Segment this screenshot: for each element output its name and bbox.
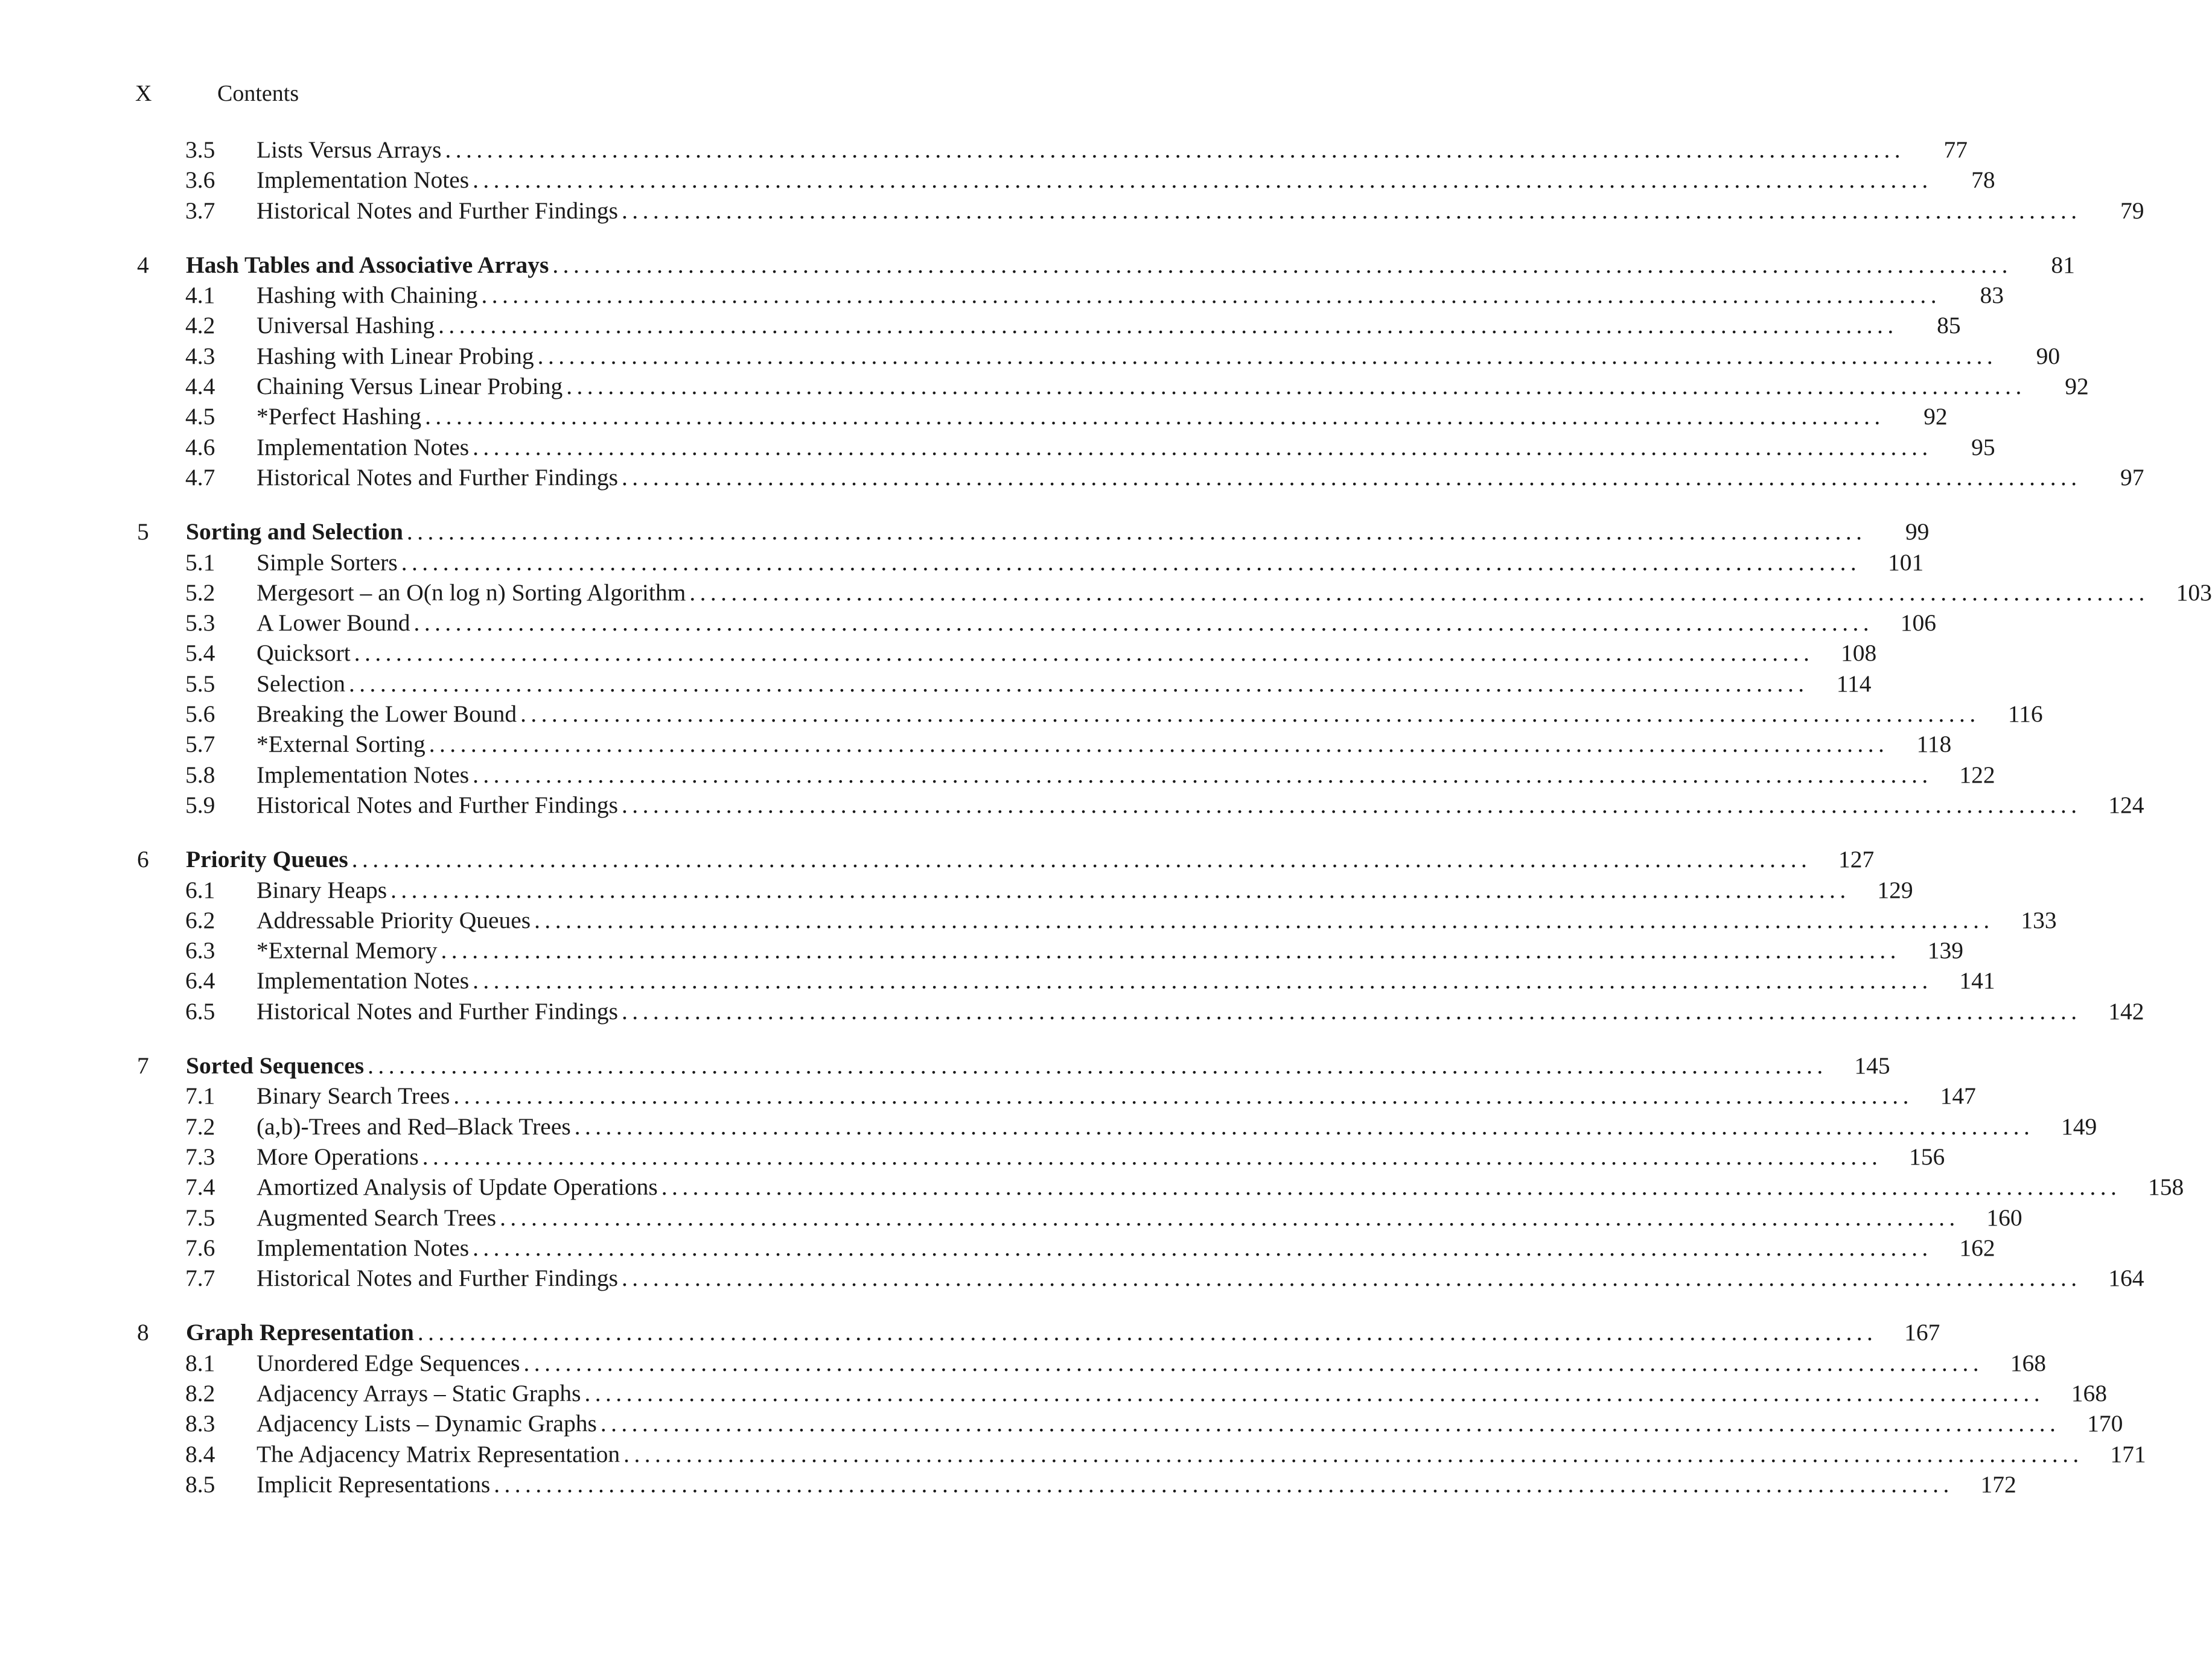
section-number: 8.2 [185,1379,215,1406]
section-title: Amortized Analysis of Update Operations [257,1174,658,1201]
page-reference: 127 [1838,846,1875,873]
toc-entry [257,638,1877,668]
chapter-title: Hash Tables and Associative Arrays [186,251,549,278]
page-reference: 158 [2148,1174,2184,1201]
page-reference: 141 [1959,967,1995,994]
chapter-number: 6 [137,846,149,873]
chapter-number: 4 [137,251,149,278]
toc-entry [186,516,1930,547]
section-title: Implementation Notes [257,167,470,194]
toc-section-row[interactable] [0,699,2043,729]
section-title: Selection [257,670,345,697]
page-reference: 77 [1943,136,1968,163]
section-title: Universal Hashing [257,312,435,339]
section-title: Implementation Notes [257,1234,470,1261]
section-number: 5.3 [185,609,215,637]
toc-entry [257,1203,2022,1233]
section-number: 7.6 [185,1234,215,1261]
dot-leader: ............................................................................................................................................ [494,1470,1954,1498]
section-title: Implementation Notes [257,433,470,460]
section-title: Historical Notes and Further Findings [257,791,619,818]
dot-leader: ............................................................................................................................................ [368,1052,1828,1079]
toc-section-row[interactable] [0,547,1924,577]
toc-entry [257,1081,1976,1111]
section-number: 7.3 [185,1143,215,1170]
toc-entry [257,1172,2184,1202]
toc-section-row[interactable] [0,965,1995,996]
toc-section-row[interactable] [0,165,1995,195]
page-reference: 81 [2051,251,2075,278]
page-reference: 90 [2036,342,2061,369]
toc-entry [257,996,2144,1026]
toc-entry [186,1317,1940,1347]
page-reference: 133 [2021,906,2057,933]
toc-entry [257,1111,2097,1142]
toc-entry [257,965,1995,996]
page-reference: 106 [1900,609,1937,637]
chapter-title: Sorted Sequences [186,1052,365,1079]
dot-leader: ............................................................................................................................................ [584,1379,2044,1406]
dot-leader: ............................................................................................................................................ [689,579,2149,606]
dot-leader: ............................................................................................................................................ [500,1204,1960,1231]
page-reference: 139 [1927,937,1963,964]
toc-chapter-row[interactable] [0,250,2075,280]
toc-chapter-row[interactable] [0,844,1875,874]
section-title: Mergesort – an O(n log n) Sorting Algorithm [257,579,686,606]
toc-entry [257,432,1995,462]
toc-section-row[interactable] [0,1378,2107,1408]
toc-section-row[interactable] [0,760,1995,790]
toc-section-row[interactable] [0,996,2144,1026]
dot-leader: ............................................................................................................................................ [473,761,1933,788]
page-reference: 85 [1937,312,1961,339]
section-number: 3.5 [185,136,215,163]
section-number: 4.2 [185,312,215,339]
page-reference: 97 [2120,463,2144,491]
toc-entry [257,608,1937,638]
page-reference: 142 [2108,997,2144,1025]
toc-section-row[interactable] [0,790,2144,820]
page-reference: 92 [1924,403,1948,430]
page-reference: 168 [2010,1349,2047,1376]
toc-entry [257,1263,2144,1293]
chapter-number: 7 [137,1052,149,1079]
toc-entry [186,1050,1890,1081]
section-number: 3.7 [185,197,215,224]
toc-entry [257,729,1952,759]
toc-entry [257,760,1995,790]
toc-section-row[interactable] [0,432,1995,462]
toc-entry [257,790,2144,820]
toc-entry [257,1233,1995,1263]
chapter-title: Graph Representation [186,1319,414,1346]
toc-entry [257,1378,2107,1408]
toc-section-row[interactable] [0,310,1961,340]
dot-leader: ............................................................................................................................................ [520,701,1980,728]
section-title: Implementation Notes [257,761,470,788]
section-number: 8.5 [185,1470,215,1498]
toc-entry [257,1348,2047,1378]
section-title: Breaking the Lower Bound [257,701,517,728]
section-number: 4.4 [185,373,215,400]
section-title: Adjacency Arrays – Static Graphs [257,1379,581,1406]
section-title: (a,b)-Trees and Red–Black Trees [257,1113,571,1140]
section-number: 4.7 [185,463,215,491]
page-reference: 164 [2108,1265,2144,1292]
page-number: X [135,81,152,106]
page-reference: 92 [2065,373,2089,400]
toc-section-row[interactable] [0,638,1877,668]
dot-leader: ............................................................................................................................................ [473,433,1933,460]
dot-leader: ............................................................................................................................................ [390,876,1850,903]
page-reference: 122 [1959,761,1995,788]
dot-leader: ............................................................................................................................................ [349,670,1809,697]
dot-leader: ............................................................................................................................................ [429,731,1889,758]
toc-section-row[interactable] [0,195,2144,226]
dot-leader: ............................................................................................................................................ [622,1265,2082,1292]
toc-section-row[interactable] [0,280,2004,310]
page-reference: 145 [1854,1052,1890,1079]
toc-section-row[interactable] [0,1233,1995,1263]
toc-section-row[interactable] [0,1172,2184,1202]
toc-section-row[interactable] [0,875,1913,905]
toc-entry [257,341,2061,371]
toc-section-row[interactable] [0,1263,2144,1293]
toc-entry [257,699,2043,729]
section-title: Augmented Search Trees [257,1204,497,1231]
section-title: Historical Notes and Further Findings [257,197,619,224]
section-number: 5.5 [185,670,215,697]
dot-leader: ............................................................................................................................................ [354,640,1814,667]
section-title: *External Memory [257,937,438,964]
toc-section-row[interactable] [0,462,2144,492]
toc-section-row[interactable] [0,1408,2123,1438]
section-number: 4.6 [185,433,215,460]
section-number: 5.8 [185,761,215,788]
section-title: Lists Versus Arrays [257,136,442,163]
toc-chapter-row[interactable] [0,516,1930,547]
table-of-contents [0,135,2212,1499]
section-title: Chaining Versus Linear Probing [257,373,563,400]
section-title: A Lower Bound [257,609,410,637]
toc-entry [257,195,2144,226]
dot-leader: ............................................................................................................................................ [622,463,2082,491]
dot-leader: ............................................................................................................................................ [453,1082,1913,1110]
section-number: 7.5 [185,1204,215,1231]
page-reference: 83 [1980,282,2004,309]
chapter-number: 8 [137,1319,149,1346]
toc-entry [257,280,2004,310]
section-number: 7.4 [185,1174,215,1201]
page-reference: 156 [1909,1143,1945,1170]
dot-leader: ............................................................................................................................................ [566,373,2026,400]
dot-leader: ............................................................................................................................................ [523,1349,1984,1376]
section-title: Adjacency Lists – Dynamic Graphs [257,1410,597,1437]
dot-leader: ............................................................................................................................................ [552,251,2012,278]
dot-leader: ............................................................................................................................................ [417,1319,1878,1346]
toc-section-row[interactable] [0,341,2061,371]
page-reference: 95 [1971,433,1995,460]
dot-leader: ............................................................................................................................................ [537,342,1998,369]
dot-leader: ............................................................................................................................................ [623,1440,2083,1467]
toc-entry [257,165,1995,195]
section-title: Addressable Priority Queues [257,906,531,933]
toc-chapter-row[interactable] [0,1050,1890,1081]
page-reference: 160 [1986,1204,2022,1231]
section-number: 6.2 [185,906,215,933]
toc-section-row[interactable] [0,905,2057,935]
dot-leader: ............................................................................................................................................ [600,1410,2061,1437]
running-title: Contents [217,81,299,106]
toc-entry [257,1439,2146,1469]
toc-entry [257,310,1961,340]
toc-section-row[interactable] [0,935,1963,965]
toc-section-row[interactable] [0,1439,2146,1469]
toc-section-row[interactable] [0,729,1952,759]
dot-leader: ............................................................................................................................................ [473,967,1933,994]
toc-section-row[interactable] [0,371,2089,401]
dot-leader: ............................................................................................................................................ [622,791,2082,818]
section-title: *Perfect Hashing [257,403,422,430]
toc-entry [257,1142,1945,1172]
section-number: 6.4 [185,967,215,994]
toc-entry [257,371,2089,401]
toc-entry [257,547,1924,577]
page-reference: 118 [1916,731,1952,758]
dot-leader: ............................................................................................................................................ [622,997,2082,1025]
section-title: Unordered Edge Sequences [257,1349,520,1376]
dot-leader: ............................................................................................................................................ [351,846,1812,873]
page-reference: 168 [2071,1379,2107,1406]
page-reference: 103 [2176,579,2212,606]
section-number: 5.9 [185,791,215,818]
section-number: 5.2 [185,579,215,606]
page-reference: 79 [2120,197,2144,224]
section-number: 8.4 [185,1440,215,1467]
dot-leader: ............................................................................................................................................ [473,167,1933,194]
section-title: Implicit Representations [257,1470,491,1498]
toc-entry [257,1408,2123,1438]
chapter-title: Sorting and Selection [186,518,403,545]
toc-entry [257,577,2212,608]
dot-leader: ............................................................................................................................................ [438,312,1898,339]
chapter-title: Priority Queues [186,846,348,873]
toc-section-row[interactable] [0,577,2212,608]
dot-leader: ............................................................................................................................................ [574,1113,2035,1140]
page-reference: 149 [2061,1113,2097,1140]
page-reference: 101 [1887,548,1924,576]
toc-entry [257,905,2057,935]
section-number: 3.6 [185,167,215,194]
page-reference: 124 [2108,791,2144,818]
section-title: Implementation Notes [257,967,470,994]
toc-section-row[interactable] [0,608,1937,638]
toc-chapter-row[interactable] [0,1317,1940,1347]
section-number: 7.1 [185,1082,215,1110]
section-number: 6.1 [185,876,215,903]
section-title: Hashing with Chaining [257,282,478,309]
section-title: The Adjacency Matrix Representation [257,1440,620,1467]
section-number: 5.7 [185,731,215,758]
page-reference: 171 [2110,1440,2146,1467]
section-title: Historical Notes and Further Findings [257,1265,619,1292]
section-title: Historical Notes and Further Findings [257,463,619,491]
dot-leader: ............................................................................................................................................ [425,403,1885,430]
dot-leader: ............................................................................................................................................ [401,548,1861,576]
dot-leader: ............................................................................................................................................ [481,282,1941,309]
section-number: 7.7 [185,1265,215,1292]
page-reference: 170 [2087,1410,2123,1437]
section-title: Binary Search Trees [257,1082,450,1110]
toc-section-row[interactable] [0,1348,2047,1378]
page-reference: 172 [1980,1470,2016,1498]
running-head [135,80,299,107]
dot-leader: ............................................................................................................................................ [441,937,1901,964]
section-number: 7.2 [185,1113,215,1140]
dot-leader: ............................................................................................................................................ [473,1234,1933,1261]
toc-section-row[interactable] [0,1469,2016,1499]
toc-entry [257,135,1968,165]
page-reference: 108 [1841,640,1877,667]
toc-section-row[interactable] [0,1111,2097,1142]
toc-entry [186,844,1875,874]
dot-leader: ............................................................................................................................................ [406,518,1867,545]
page-reference: 116 [2007,701,2043,728]
page-reference: 167 [1904,1319,1940,1346]
page-reference: 162 [1959,1234,1995,1261]
dot-leader: ............................................................................................................................................ [445,136,1905,163]
toc-section-row[interactable] [0,401,1948,431]
toc-section-row[interactable] [0,669,1872,699]
page-reference: 129 [1877,876,1913,903]
section-title: Hashing with Linear Probing [257,342,534,369]
section-title: Quicksort [257,640,351,667]
chapter-number: 5 [137,518,149,545]
section-number: 4.3 [185,342,215,369]
section-title: More Operations [257,1143,419,1170]
toc-entry [257,669,1872,699]
page-reference: 114 [1836,670,1872,697]
dot-leader: ............................................................................................................................................ [413,609,1874,637]
toc-section-row[interactable] [0,135,1968,165]
dot-leader: ............................................................................................................................................ [422,1143,1882,1170]
section-number: 8.3 [185,1410,215,1437]
section-number: 5.4 [185,640,215,667]
page-reference: 99 [1905,518,1930,545]
toc-entry [257,401,1948,431]
section-title: Simple Sorters [257,548,398,576]
section-number: 8.1 [185,1349,215,1376]
section-number: 6.5 [185,997,215,1025]
toc-entry [257,462,2144,492]
dot-leader: ............................................................................................................................................ [534,906,1994,933]
toc-entry [257,935,1963,965]
section-number: 5.6 [185,701,215,728]
section-number: 4.5 [185,403,215,430]
section-number: 6.3 [185,937,215,964]
page-reference: 78 [1971,167,1995,194]
toc-entry [257,1469,2016,1499]
toc-section-row[interactable] [0,1081,1976,1111]
toc-section-row[interactable] [0,1142,1945,1172]
section-number: 4.1 [185,282,215,309]
section-title: Historical Notes and Further Findings [257,997,619,1025]
dot-leader: ............................................................................................................................................ [661,1174,2121,1201]
dot-leader: ............................................................................................................................................ [622,197,2082,224]
toc-section-row[interactable] [0,1203,2022,1233]
section-title: Binary Heaps [257,876,387,903]
toc-entry [257,875,1913,905]
section-number: 5.1 [185,548,215,576]
page-reference: 147 [1940,1082,1976,1110]
toc-entry [186,250,2075,280]
section-title: *External Sorting [257,731,426,758]
